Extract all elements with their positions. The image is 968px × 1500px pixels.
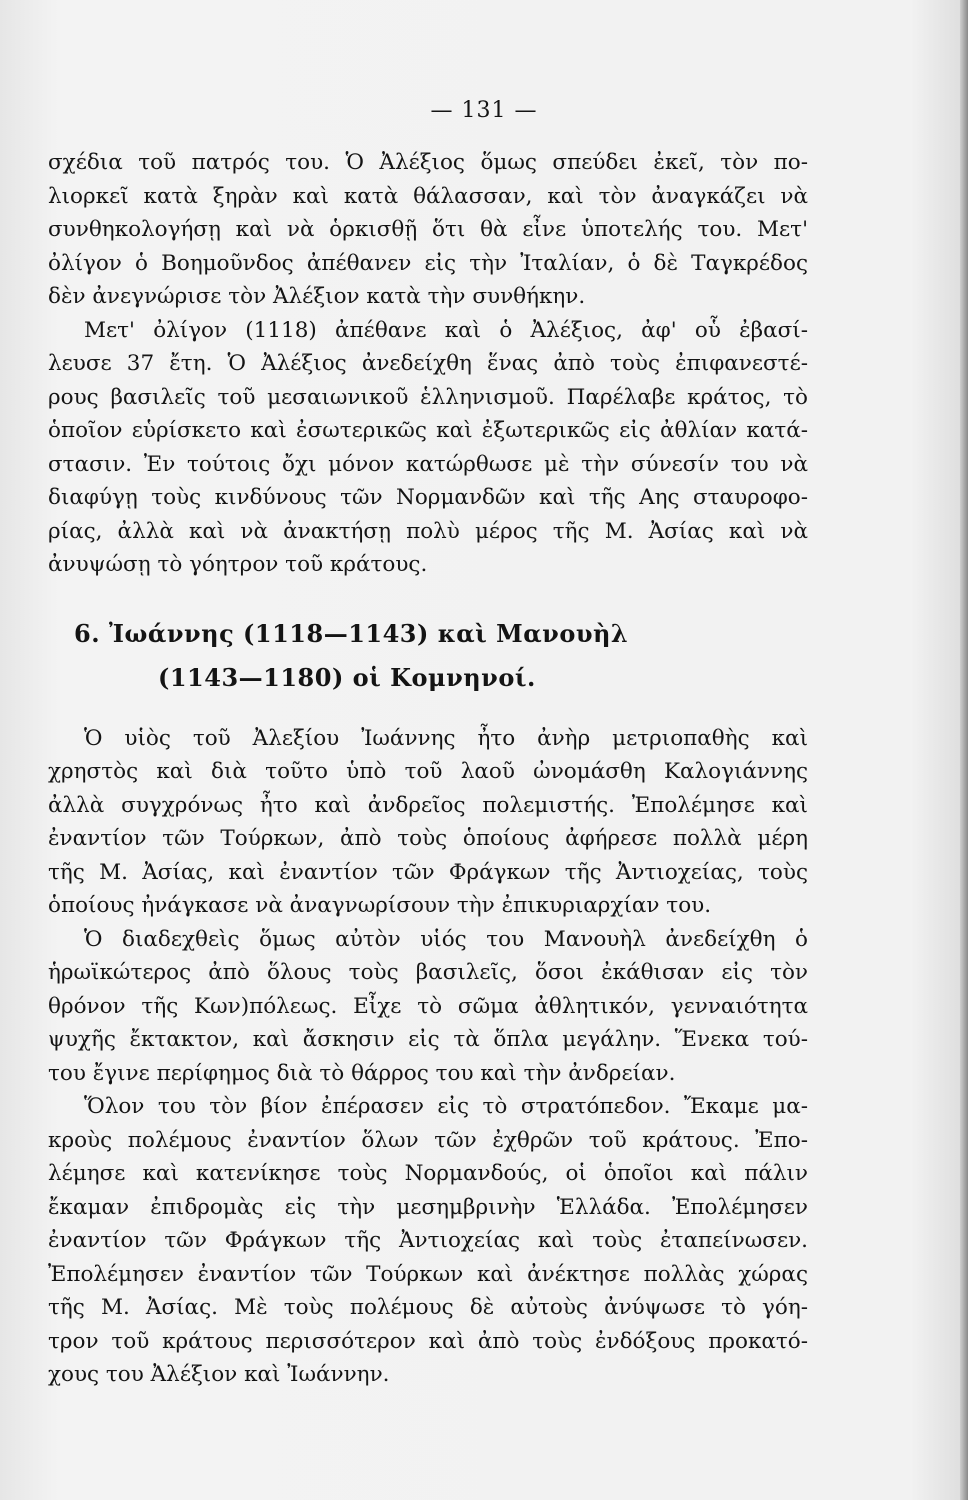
text-line: θρόνον τῆς Κων)πόλεως. Εἶχε τὸ σῶμα ἀθλητικόν, γενναιότητα xyxy=(48,993,808,1019)
section-heading: 6. Ἰωάννης (1118—1143) καὶ Μανουὴλ xyxy=(74,618,629,648)
text-line: τρον τοῦ κράτους περισσότερον καὶ ἀπὸ τοὺς ἐνδόξους προκατό- xyxy=(48,1328,808,1354)
text-line: ἐναντίον τῶν Φράγκων τῆς Ἀντιοχείας καὶ τοὺς ἐταπείνωσεν. xyxy=(48,1228,808,1253)
text-line: του ἔγινε περίφημος διὰ τὸ θάρρος του καὶ τὴν ἀνδρείαν. xyxy=(48,1060,676,1086)
page-edge-shadow xyxy=(960,0,968,1500)
text-line: συνθηκολογήσῃ καὶ νὰ ὁρκισθῇ ὅτι θὰ εἶνε ὑποτελής του. Μετ' xyxy=(48,217,808,242)
text-line: λιορκεῖ κατὰ ξηρὰν καὶ κατὰ θάλασσαν, καὶ τὸν ἀναγκάζει νὰ xyxy=(48,183,808,209)
text-line: διαφύγῃ τοὺς κινδύνους τῶν Νορμανδῶν καὶ τῆς Αης σταυροφο- xyxy=(48,485,808,510)
text-line: χους του Ἀλέξιον καὶ Ἰωάννην. xyxy=(48,1362,390,1387)
page-text xyxy=(48,146,808,1392)
text-line: λέμησε καὶ κατενίκησε τοὺς Νορμανδούς, οἱ ὁποῖοι καὶ πάλιν xyxy=(48,1161,808,1186)
section-heading-continued: (1143—1180) οἱ Κομνηνοί. xyxy=(158,662,536,692)
text-line: ἐναντίον τῶν Τούρκων, ἀπὸ τοὺς ὁποίους ἀφήρεσε πολλὰ μέρη xyxy=(48,826,808,851)
text-line: τῆς Μ. Ἀσίας. Μὲ τοὺς πολέμους δὲ αὐτοὺς ἀνύψωσε τὸ γόη- xyxy=(48,1295,808,1320)
text-line: Ὅλον του τὸν βίον ἐπέρασεν εἰς τὸ στρατόπεδον. Ἔκαμε μα- xyxy=(84,1094,808,1119)
text-line: ἀνυψώσῃ τὸ γόητρον τοῦ κράτους. xyxy=(48,552,428,577)
page-number: — 131 — xyxy=(430,98,538,123)
text-line: ὁποίους ἠνάγκασε νὰ ἀναγνωρίσουν τὴν ἐπικυριαρχίαν του. xyxy=(48,893,712,918)
text-line: ψυχῆς ἔκτακτον, καὶ ἄσκησιν εἰς τὰ ὅπλα μεγάλην. Ἕνεκα τού- xyxy=(48,1027,808,1052)
text-line: τῆς Μ. Ἀσίας, καὶ ἐναντίον τῶν Φράγκων τῆς Ἀντιοχείας, τοὺς xyxy=(48,859,808,885)
text-line: ρους βασιλεῖς τοῦ μεσαιωνικοῦ ἑλληνισμοῦ. Παρέλαβε κράτος, τὸ xyxy=(48,384,808,410)
text-line: ἔκαμαν ἐπιδρομὰς εἰς τὴν μεσημβρινὴν Ἑλλάδα. Ἐπολέμησεν xyxy=(48,1194,808,1220)
text-line: δὲν ἀνεγνώρισε τὸν Ἀλέξιον κατὰ τὴν συνθήκην. xyxy=(48,284,586,309)
text-line: ἀλλὰ συγχρόνως ἦτο καὶ ἀνδρεῖος πολεμιστής. Ἐπολέμησε καὶ xyxy=(48,792,808,818)
text-line: Ὁ διαδεχθεὶς ὅμως αὐτὸν υἱός του Μανουὴλ ἀνεδείχθη ὁ xyxy=(84,926,808,952)
text-line: Ὁ υἱὸς τοῦ Ἀλεξίου Ἰωάννης ἦτο ἀνὴρ μετριοπαθὴς καὶ xyxy=(84,725,808,751)
text-line: ὀλίγον ὁ Βοημοῦνδος ἀπέθανεν εἰς τὴν Ἰταλίαν, ὁ δὲ Ταγκρέδος xyxy=(48,250,808,276)
text-line: ὁποῖον εὑρίσκετο καὶ ἐσωτερικῶς καὶ ἐξωτερικῶς εἰς ἀθλίαν κατά- xyxy=(48,418,808,443)
text-line: ἡρωϊκώτερος ἀπὸ ὅλους τοὺς βασιλεῖς, ὅσοι ἐκάθισαν εἰς τὸν xyxy=(48,960,808,985)
text-line: στασιν. Ἐν τούτοις ὄχι μόνον κατώρθωσε μὲ τὴν σύνεσίν του νὰ xyxy=(48,451,808,477)
text-line: Ἐπολέμησεν ἐναντίον τῶν Τούρκων καὶ ἀνέκτησε πολλὰς χώρας xyxy=(48,1261,808,1287)
text-line: σχέδια τοῦ πατρός του. Ὁ Ἀλέξιος ὅμως σπεύδει ἐκεῖ, τὸν πο- xyxy=(48,150,808,175)
text-line: λευσε 37 ἔτη. Ὁ Ἀλέξιος ἀνεδείχθη ἕνας ἀπὸ τοὺς ἐπιφανεστέ- xyxy=(48,351,808,376)
text-line: ρίας, ἀλλὰ καὶ νὰ ἀνακτήσῃ πολὺ μέρος τῆς Μ. Ἀσίας καὶ νὰ xyxy=(48,518,808,544)
text-line: χρηστὸς καὶ διὰ τοῦτο ὑπὸ τοῦ λαοῦ ὠνομάσθη Καλογιάννης xyxy=(48,759,808,784)
text-line: Μετ' ὀλίγον (1118) ἀπέθανε καὶ ὁ Ἀλέξιος, ἀφ' οὗ ἐβασί- xyxy=(84,317,808,343)
text-line: κροὺς πολέμους ἐναντίον ὅλων τῶν ἐχθρῶν τοῦ κράτους. Ἐπο- xyxy=(48,1127,808,1153)
